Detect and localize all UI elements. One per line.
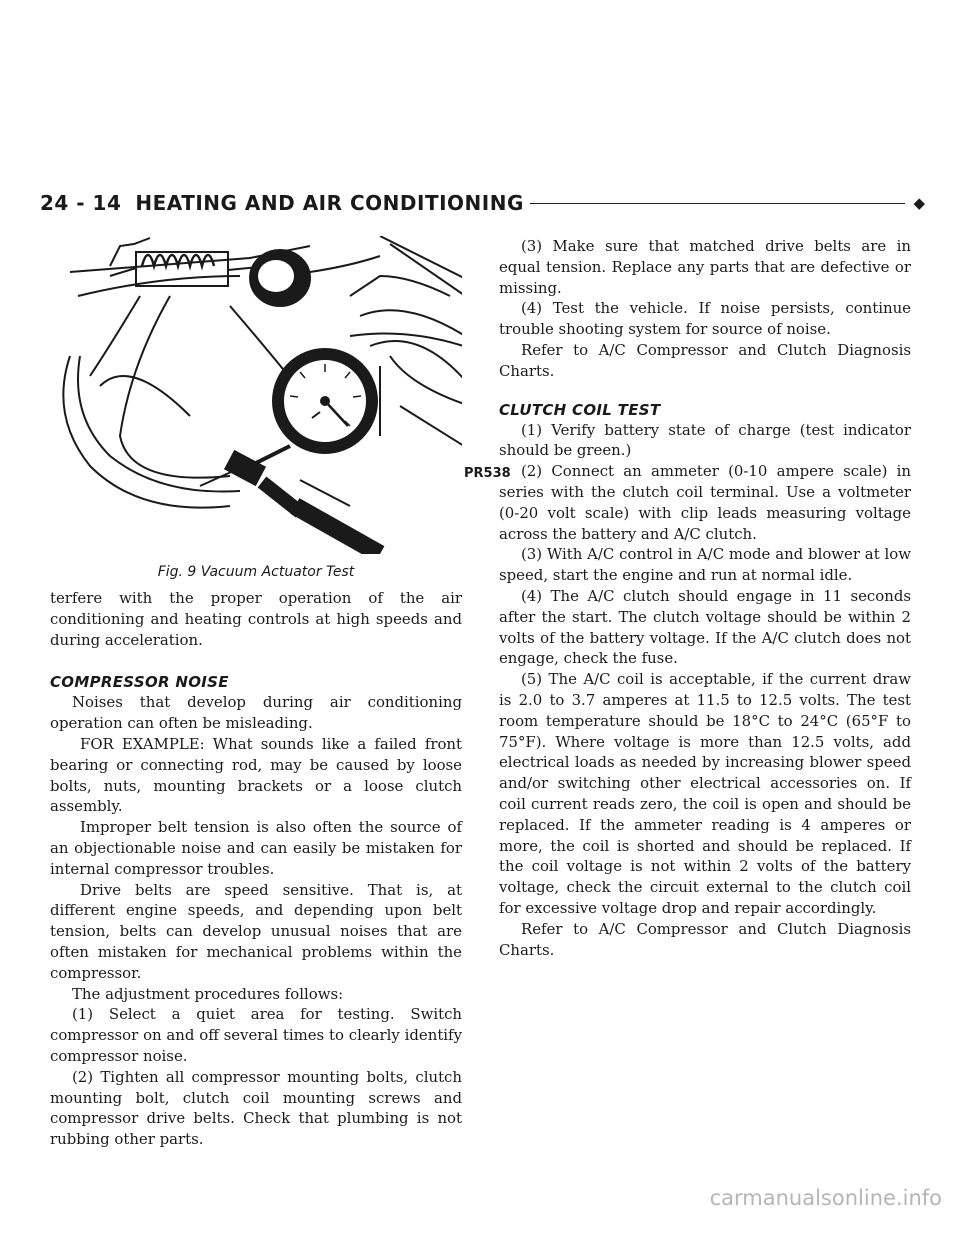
paragraph: Refer to A/C Compressor and Clutch Diagnosis Charts. [499,919,911,959]
chapter-title: HEATING AND AIR CONDITIONING [135,191,524,215]
paragraph: FOR EXAMPLE: What sounds like a failed front bearing or connecting rod, may be caused by loose bolts, nuts, mounting brackets or a loose clutch assembly. [50,734,462,816]
continuation-paragraph: terfere with the proper operation of the air conditioning and heating controls at high speeds and during acceleration. [50,589,462,649]
left-column [50,236,511,1150]
paragraph: Improper belt tension is also often the source of an objectionable noise and can easily be mistaken for internal compressor troubles. [50,818,462,878]
list-item: (4) The A/C clutch should engage in 11 seconds after the start. The clutch voltage should be within 2 volts of the battery voltage. If the A/C clutch does not engage, check the fuse. [499,586,911,668]
list-item: (4) Test the vehicle. If noise persists, continue trouble shooting system for source of noise. [499,299,911,339]
section-heading-clutch-coil-test: CLUTCH COIL TEST [499,400,661,419]
vacuum-gauge-illustration [50,236,462,554]
page-header [40,188,925,218]
watermark-text: carmanualsonline.info [709,1186,942,1210]
diamond-marker-icon: ◆ [913,194,925,212]
list-item: (2) Tighten all compressor mounting bolts, clutch mounting bolt, clutch coil mounting screws and compressor drive belts. Check that plumbing is not rubbing other parts. [50,1067,462,1149]
right-column [499,236,911,960]
figure-caption: Fig. 9 Vacuum Actuator Test [157,564,355,580]
paragraph: Drive belts are speed sensitive. That is, at different engine speeds, and depending upon belt tension, belts can develop unusual noises that are often mistaken for mechanical problems within the compressor. [50,880,462,982]
paragraph: Noises that develop during air conditioning operation can often be misleading. [50,693,462,733]
section-heading-compressor-noise: COMPRESSOR NOISE [50,673,229,692]
figure-label: PR538 [464,466,511,481]
watermark [0,1186,960,1210]
vacuum-actuator-figure [50,236,511,554]
page-number: 24 - 14 [40,191,122,215]
list-item: (1) Verify battery state of charge (test indicator should be green.) [499,420,911,460]
list-item: (5) The A/C coil is acceptable, if the current draw is 2.0 to 3.7 amperes at 11.5 to 12.5 volts. The test room temperature should be 18°C to 24°C (65°F to 75°F). Where voltage is more than 12.5 volts, add electrical loads as needed by increasing blower speed and/or switching other electrical accessories on. If coil current reads zero, the coil is open and should be replaced. If the ammeter reading is 4 amperes or more, the coil is shorted and should be replaced. If the coil voltage is not within 2 volts of the battery voltage, check the circuit external to the clutch coil for excessive voltage drop and repair accordingly. [499,670,911,917]
paragraph: Refer to A/C Compressor and Clutch Diagnosis Charts. [499,340,911,380]
list-item: (2) Connect an ammeter (0-10 ampere scale) in series with the clutch coil terminal. Use a voltmeter (0-20 volt scale) with clip leads measuring voltage across the battery and A/C clutch. [499,462,911,543]
header-rule [530,203,906,204]
list-item: (3) With A/C control in A/C mode and blower at low speed, start the engine and run at normal idle. [499,545,911,585]
list-item: (1) Select a quiet area for testing. Switch compressor on and off several times to clearly identify compressor noise. [50,1005,462,1065]
list-item: (3) Make sure that matched drive belts are in equal tension. Replace any parts that are defective or missing. [499,237,911,297]
paragraph: The adjustment procedures follows: [72,984,344,1003]
